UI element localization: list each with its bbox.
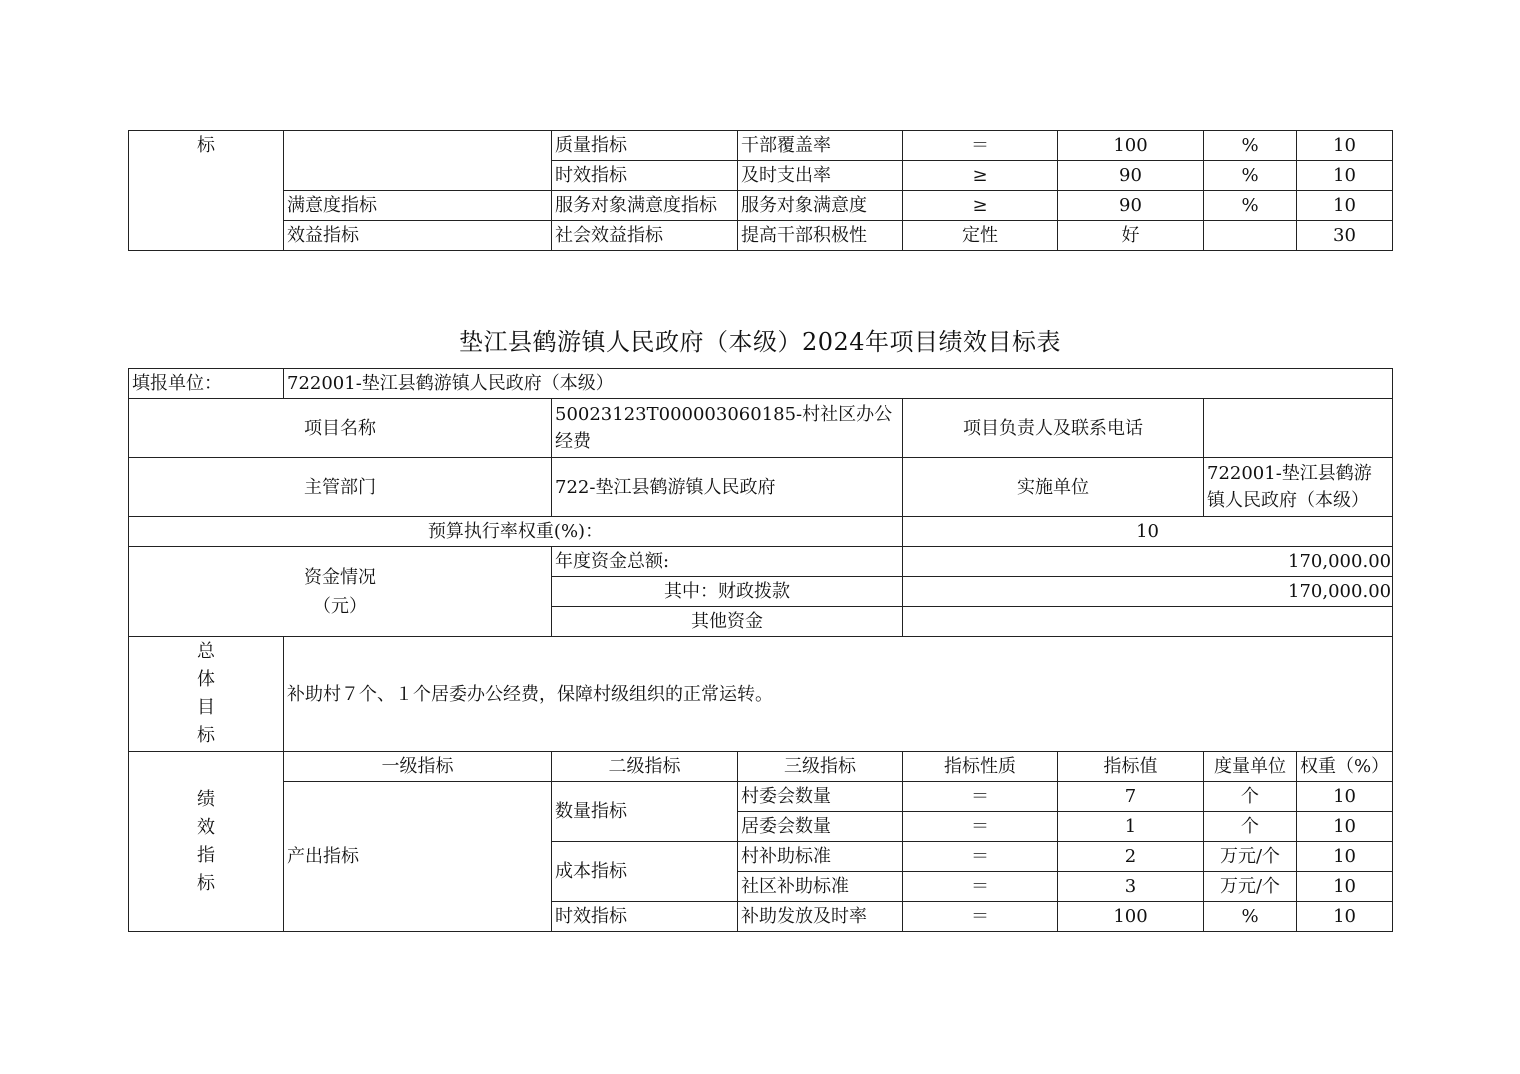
nature-cell: ＝ [903,782,1058,812]
level3-cell: 居委会数量 [738,812,903,842]
value-cell: 3 [1058,872,1204,902]
overall-goal-label [129,637,284,752]
level1-cell [284,131,552,191]
weight-cell: 10 [1297,872,1393,902]
value-cell: 90 [1058,191,1204,221]
value-cell: 7 [1058,782,1204,812]
perf-label-char: 效 [197,816,215,838]
nature-cell: ＝ [903,842,1058,872]
weight-cell: 10 [1297,161,1393,191]
value-cell: 100 [1058,902,1204,932]
weight-cell: 10 [1297,191,1393,221]
unit-cell: % [1204,161,1297,191]
annual-total-label: 年度资金总额: [552,547,903,577]
level3-cell: 补助发放及时率 [738,902,903,932]
other-funds-label: 其他资金 [552,607,903,637]
goal-label-char: 目 [197,697,215,718]
header-weight: 权重（%） [1297,752,1393,782]
header-level3: 三级指标 [738,752,903,782]
value-cell: 90 [1058,161,1204,191]
level2-cost: 成本指标 [552,842,738,902]
perf-label-char: 绩 [197,788,215,810]
level2-cell: 社会效益指标 [552,221,738,251]
funds-label-line2: （元） [313,595,367,617]
value-cell: 100 [1058,131,1204,161]
overall-goal-text: 补助村７个、１个居委办公经费，保障村级组织的正常运转。 [284,637,1393,752]
weight-cell: 10 [1297,902,1393,932]
level2-quantity: 数量指标 [552,782,738,842]
header-unit: 度量单位 [1204,752,1297,782]
perf-indicator-label [129,752,284,932]
impl-value: 722001-垫江县鹤游镇人民政府（本级） [1204,458,1393,517]
fiscal-label: 其中：财政拨款 [552,577,903,607]
unit-cell [1204,221,1297,251]
level3-cell: 村补助标准 [738,842,903,872]
previous-indicator-table [128,130,1393,251]
performance-target-table [128,368,1393,932]
level3-cell: 社区补助标准 [738,872,903,902]
level3-cell: 干部覆盖率 [738,131,903,161]
nature-cell: ≥ [903,161,1058,191]
header-level1: 一级指标 [284,752,552,782]
weight-cell: 10 [1297,782,1393,812]
nature-cell: ≥ [903,191,1058,221]
contact-value [1204,399,1393,458]
level3-cell: 服务对象满意度 [738,191,903,221]
weight-cell: 30 [1297,221,1393,251]
level1-cell: 满意度指标 [284,191,552,221]
unit-cell: % [1204,191,1297,221]
level2-cell: 时效指标 [552,161,738,191]
weight-cell: 10 [1297,131,1393,161]
perf-label-char: 指 [197,844,215,866]
nature-cell: 定性 [903,221,1058,251]
goal-label-char: 总 [197,641,215,662]
side-label: 标 [129,131,284,251]
header-nature: 指标性质 [903,752,1058,782]
unit-cell: 万元/个 [1204,872,1297,902]
level3-cell: 提高干部积极性 [738,221,903,251]
level1-output: 产出指标 [284,782,552,932]
level2-cell: 服务对象满意度指标 [552,191,738,221]
goal-label-char: 标 [197,725,215,746]
impl-label: 实施单位 [903,458,1204,517]
fiscal-value: 170,000.00 [903,577,1393,607]
unit-cell: 万元/个 [1204,842,1297,872]
goal-label-char: 体 [197,669,215,690]
nature-cell: ＝ [903,902,1058,932]
project-name-label: 项目名称 [129,399,552,458]
nature-cell: ＝ [903,872,1058,902]
unit-cell: % [1204,902,1297,932]
unit-cell: % [1204,131,1297,161]
value-cell: 好 [1058,221,1204,251]
other-funds-value [903,607,1393,637]
annual-total-value: 170,000.00 [903,547,1393,577]
funds-label-line1: 资金情况 [304,566,376,588]
nature-cell: ＝ [903,131,1058,161]
header-value: 指标值 [1058,752,1204,782]
dept-value: 722-垫江县鹤游镇人民政府 [552,458,903,517]
perf-label-char: 标 [197,872,215,894]
budget-rate-label: 预算执行率权重(%)： [129,517,903,547]
level3-cell: 村委会数量 [738,782,903,812]
weight-cell: 10 [1297,812,1393,842]
unit-cell: 个 [1204,812,1297,842]
level3-cell: 及时支出率 [738,161,903,191]
level2-cell: 质量指标 [552,131,738,161]
value-cell: 2 [1058,842,1204,872]
level1-cell: 效益指标 [284,221,552,251]
budget-rate-value: 10 [903,517,1393,547]
nature-cell: ＝ [903,812,1058,842]
value-cell: 1 [1058,812,1204,842]
funds-label [129,547,552,637]
unit-cell: 个 [1204,782,1297,812]
dept-label: 主管部门 [129,458,552,517]
page-title: 垫江县鹤游镇人民政府（本级）2024年项目绩效目标表 [458,328,1062,356]
unit-label: 填报单位： [129,369,284,399]
level2-time: 时效指标 [552,902,738,932]
header-level2: 二级指标 [552,752,738,782]
contact-label: 项目负责人及联系电话 [903,399,1204,458]
unit-value: 722001-垫江县鹤游镇人民政府（本级） [284,369,1393,399]
weight-cell: 10 [1297,842,1393,872]
project-name-value: 50023123T000003060185-村社区办公经费 [552,399,903,458]
